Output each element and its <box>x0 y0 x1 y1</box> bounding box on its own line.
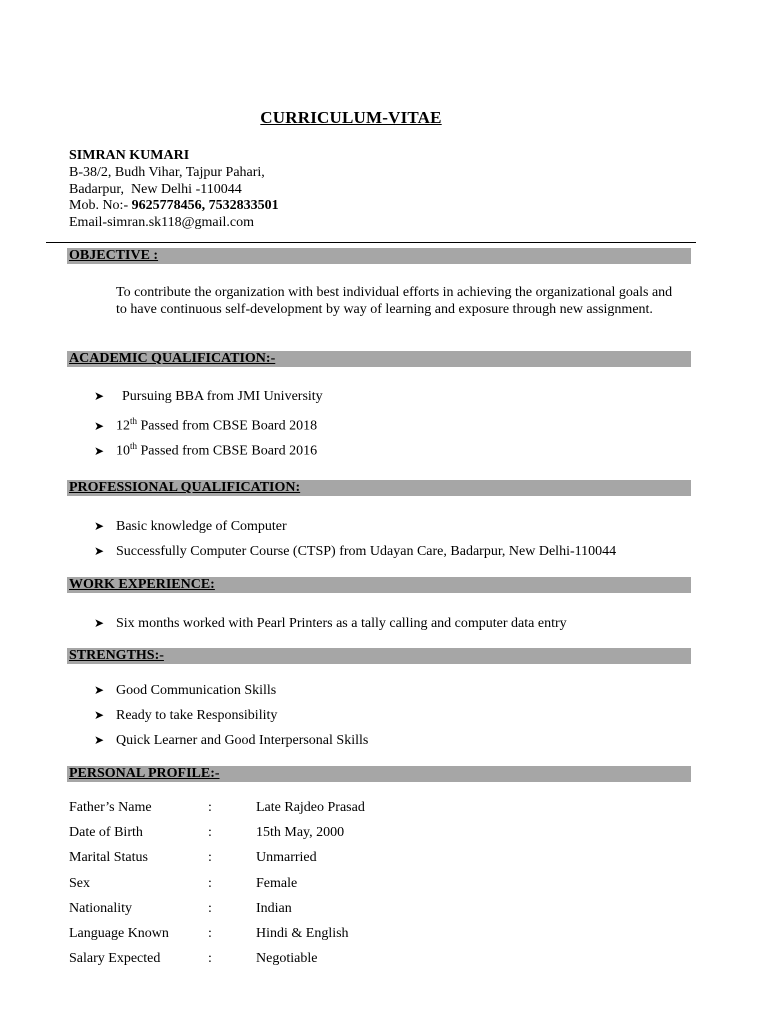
contact-block <box>69 148 279 232</box>
profile-label: Date of Birth <box>69 825 143 841</box>
mobile-numbers: 9625778456, 7532833501 <box>131 198 279 214</box>
profile-value: 15th May, 2000 <box>256 825 345 841</box>
objective-heading-bar <box>67 248 691 264</box>
personal-heading-bar <box>67 766 691 782</box>
profile-separator: : <box>208 825 212 841</box>
header-divider <box>46 242 696 243</box>
list-item: ➤ Basic knowledge of Computer <box>94 516 616 541</box>
list-item: ➤ Successfully Computer Course (CTSP) from Udayan Care, Badarpur, New Delhi-110044 <box>94 541 616 566</box>
arrow-bullet-icon: ➤ <box>94 616 105 630</box>
objective-heading: OBJECTIVE : <box>69 248 159 263</box>
list-item: ➤ Good Communication Skills <box>94 680 368 705</box>
arrow-bullet-icon: ➤ <box>94 389 105 403</box>
objective-text: To contribute the organization with best individual efforts in achieving the organizational goals and to have continuous self-development by way of learning and exposure through new assignment. <box>116 285 673 317</box>
academic-heading: ACADEMIC QUALIFICATION:- <box>69 351 276 366</box>
profile-value: Female <box>256 875 298 891</box>
list-item: ➤ Six months worked with Pearl Printers as a tally calling and computer data entry <box>94 613 567 638</box>
professional-heading: PROFESSIONAL QUALIFICATION: <box>69 480 301 495</box>
list-item: ➤ Ready to take Responsibility <box>94 705 368 730</box>
strengths-list <box>94 680 368 755</box>
arrow-bullet-icon: ➤ <box>94 418 105 433</box>
list-item: ➤ Pursuing BBA from JMI University <box>94 386 323 411</box>
document-title: CURRICULUM-VITAE <box>260 108 442 127</box>
list-item: ➤ 12th Passed from CBSE Board 2018 <box>94 416 318 434</box>
arrow-bullet-icon: ➤ <box>94 544 105 558</box>
academic-list <box>94 386 323 461</box>
arrow-bullet-icon: ➤ <box>94 519 105 533</box>
arrow-bullet-icon: ➤ <box>94 708 105 722</box>
professional-heading-bar <box>67 480 691 496</box>
profile-separator: : <box>208 951 212 967</box>
profile-separator: : <box>208 875 212 891</box>
address-line-2: Badarpur, New Delhi -110044 <box>69 181 242 197</box>
profile-label: Sex <box>69 875 90 891</box>
arrow-bullet-icon: ➤ <box>94 683 105 697</box>
profile-label: Marital Status <box>69 850 148 866</box>
arrow-bullet-icon: ➤ <box>94 733 105 747</box>
work-heading-bar <box>67 577 691 593</box>
arrow-bullet-icon: ➤ <box>94 443 105 458</box>
profile-separator: : <box>208 925 212 941</box>
candidate-name: SIMRAN KUMARI <box>69 148 190 163</box>
personal-heading: PERSONAL PROFILE:- <box>69 766 220 781</box>
mobile-label: Mob. No:- <box>69 198 132 214</box>
profile-value: Hindi & English <box>256 925 349 941</box>
profile-separator: : <box>208 800 212 815</box>
profile-separator: : <box>208 900 212 916</box>
work-list <box>94 613 567 638</box>
professional-list <box>94 516 616 566</box>
profile-label: Nationality <box>69 900 132 916</box>
profile-value: Negotiable <box>256 951 318 967</box>
address-line-1: B-38/2, Budh Vihar, Tajpur Pahari, <box>69 164 265 180</box>
profile-label: Salary Expected <box>69 951 161 967</box>
profile-value: Indian <box>256 900 292 916</box>
profile-label: Language Known <box>69 925 169 941</box>
list-item: ➤ 10th Passed from CBSE Board 2016 <box>94 441 318 459</box>
profile-separator: : <box>208 850 212 866</box>
strengths-heading: STRENGTHS:- <box>69 648 164 663</box>
work-heading: WORK EXPERIENCE: <box>69 577 215 592</box>
email-line: Email-simran.sk118@gmail.com <box>69 215 255 231</box>
academic-heading-bar <box>67 351 691 367</box>
strengths-heading-bar <box>67 648 691 664</box>
profile-value: Unmarried <box>256 850 317 866</box>
list-item: ➤ Quick Learner and Good Interpersonal Skills <box>94 730 368 755</box>
profile-label: Father’s Name <box>69 800 152 815</box>
mobile-line <box>69 198 279 215</box>
profile-value: Late Rajdeo Prasad <box>256 800 365 815</box>
